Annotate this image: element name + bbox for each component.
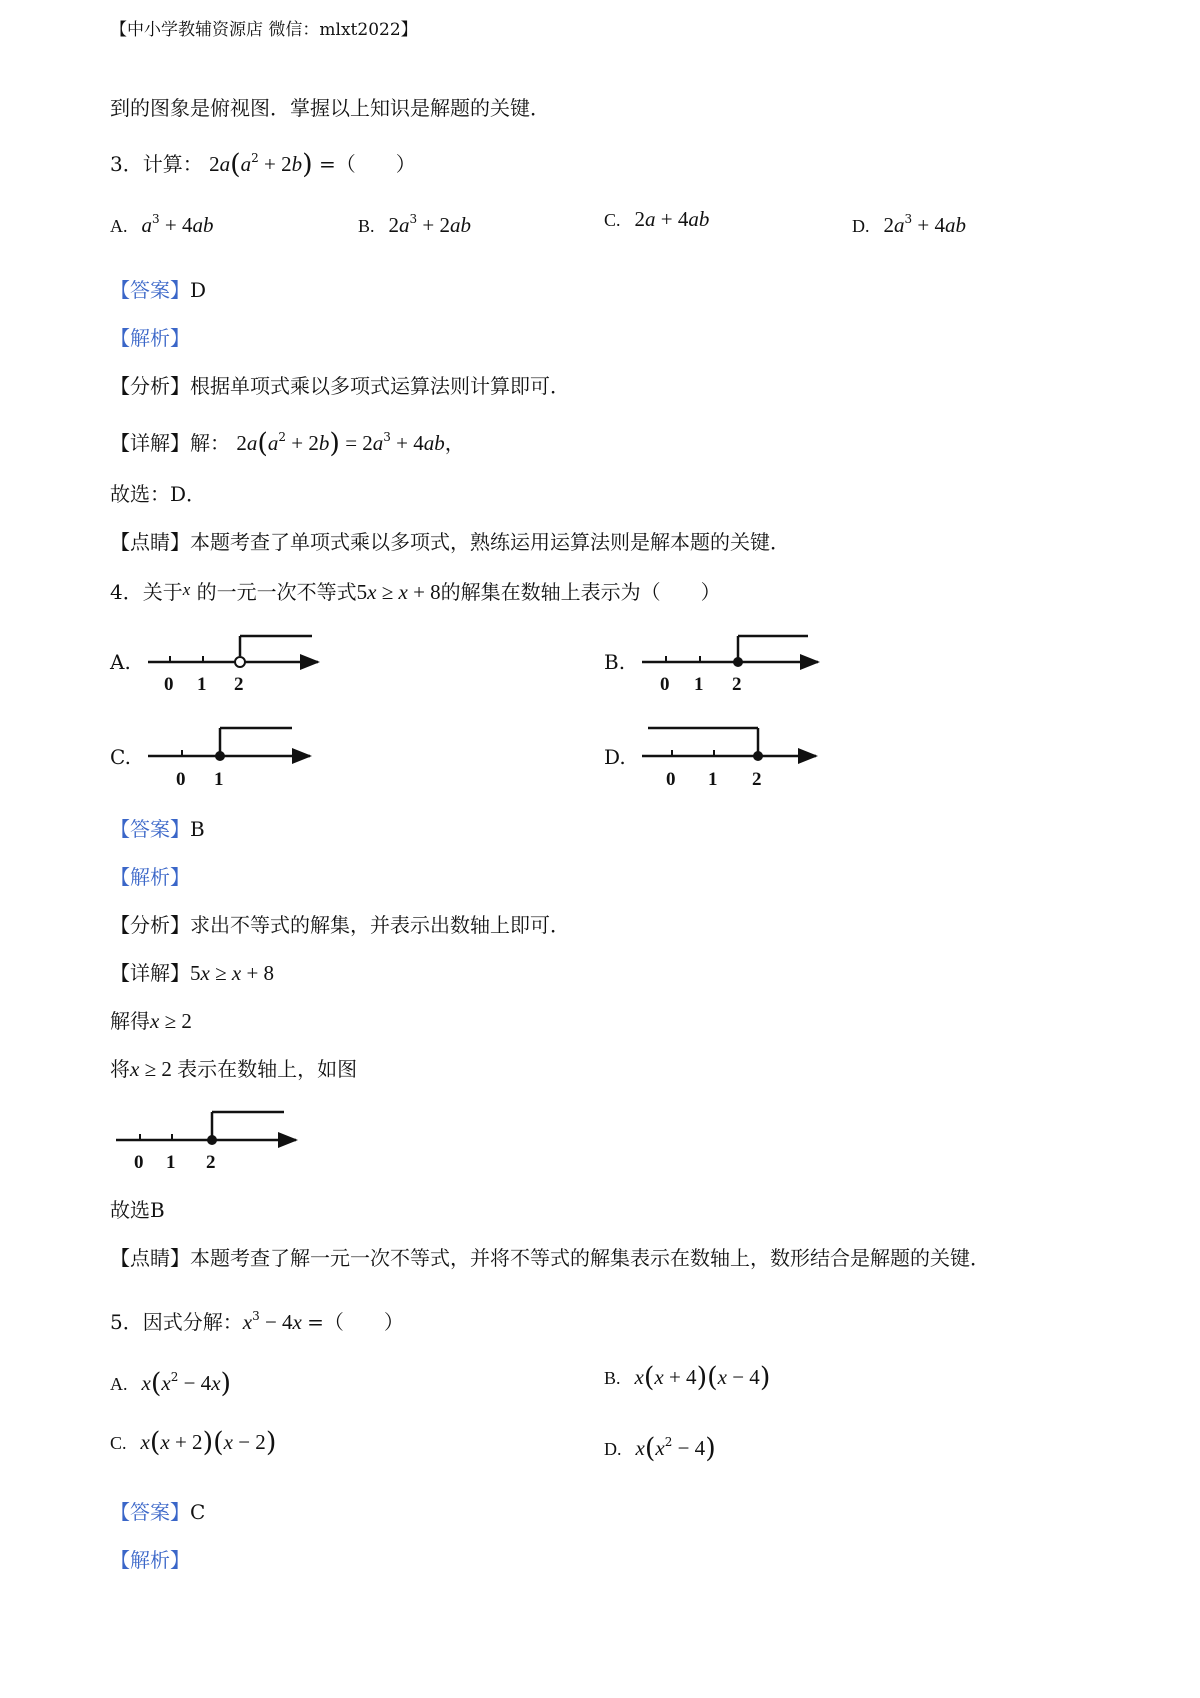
q4-analysis-tag: 【解析】 — [110, 865, 190, 889]
q4-fenxi: 【分析】求出不等式的解集，并表示出数轴上即可． — [110, 913, 570, 937]
q4-solve: 解得x ≥ 2 — [110, 1009, 192, 1033]
q3-fenxi: 【分析】根据单项式乘以多项式运算法则计算即可． — [110, 374, 570, 398]
q3-option-d[interactable]: D. $2a^3 + 4ab$ — [852, 212, 966, 237]
tick-label-0: 0 — [176, 769, 186, 790]
open-circle — [235, 657, 245, 667]
q5-answer: 【答案】C — [110, 1500, 206, 1524]
closed-circle — [733, 657, 743, 667]
tick-label-0: 0 — [666, 769, 676, 790]
q3-answer: 【答案】D — [110, 278, 207, 302]
tick-label-1: 1 — [166, 1152, 176, 1173]
closed-circle — [753, 751, 763, 761]
tick-label-1: 1 — [214, 769, 224, 790]
q4-option-c-numberline[interactable] — [148, 728, 310, 790]
q4-option-c-label[interactable]: C. — [110, 745, 131, 769]
tick-label-0: 0 — [660, 674, 670, 695]
intro-line: 到的图象是俯视图．掌握以上知识是解题的关键． — [110, 96, 550, 120]
q5-option-d[interactable]: D. $x(x^2 - 4)$ — [604, 1433, 716, 1464]
tick-label-0: 0 — [164, 674, 174, 695]
q5-analysis-tag: 【解析】 — [110, 1548, 190, 1572]
q4-place: 将x ≥ 2 表示在数轴上，如图 — [110, 1057, 358, 1081]
q4-solution-numberline — [116, 1112, 296, 1173]
tick-label-1: 1 — [197, 674, 207, 695]
tick-label-2: 2 — [234, 674, 244, 695]
q4-option-a-label[interactable]: A. — [110, 650, 131, 674]
q4-option-d-label[interactable]: D. — [604, 745, 626, 769]
q4-xiangjie: 【详解】5x ≥ x + 8 — [110, 961, 275, 985]
q5-stem: 5．因式分解：$x^3 - 4x$ =（ ） — [110, 1309, 404, 1334]
q5-option-c[interactable]: C. x(x + 2)(x − 2) — [110, 1427, 277, 1458]
q5-option-b[interactable]: B. x(x + 4)(x − 4) — [604, 1362, 771, 1393]
closed-circle — [215, 751, 225, 761]
q4-option-b-label[interactable]: B. — [604, 650, 626, 674]
q3-option-b[interactable]: B. $2a^3 + 2ab$ — [358, 212, 471, 237]
q3-stem: 3．计算： $2a(a^2 + 2b)$ =（ ） — [110, 149, 416, 180]
page-header-watermark: 【中小学教辅资源店 微信：mlxt2022】 — [110, 20, 418, 40]
tick-label-1: 1 — [708, 769, 718, 790]
q5-option-a[interactable]: A. $x(x^2 - 4x)$ — [110, 1368, 232, 1399]
q3-conclusion: 故选：D． — [110, 482, 207, 506]
q3-option-a[interactable]: A. $a^3 + 4ab$ — [110, 212, 214, 237]
tick-label-1: 1 — [694, 674, 704, 695]
q3-analysis-tag: 【解析】 — [110, 326, 190, 350]
q4-dianjing: 【点睛】本题考查了解一元一次不等式，并将不等式的解集表示在数轴上，数形结合是解题的关键． — [110, 1246, 990, 1270]
tick-label-2: 2 — [732, 674, 742, 695]
q3-dianjing: 【点睛】本题考查了单项式乘以多项式，熟练运用运算法则是解本题的关键． — [110, 530, 790, 554]
tick-label-0: 0 — [134, 1152, 144, 1173]
tick-label-2: 2 — [752, 769, 762, 790]
q4-option-d-numberline[interactable] — [642, 728, 816, 790]
q4-option-a-numberline[interactable] — [148, 636, 318, 695]
tick-label-2: 2 — [206, 1152, 216, 1173]
closed-circle — [207, 1135, 217, 1145]
q3-xiangjie: 【详解】解： $2a(a^2 + 2b) = 2a^3 + 4ab$， — [110, 428, 465, 459]
q4-answer: 【答案】B — [110, 817, 205, 841]
q3-option-c[interactable]: C. 2a + 4ab — [604, 207, 710, 231]
q4-stem: 4．关于$^x$ 的一元一次不等式5x ≥ x + 8的解集在数轴上表示为（ ） — [110, 580, 721, 604]
q4-conclusion: 故选B — [110, 1198, 165, 1222]
q4-option-b-numberline[interactable] — [642, 636, 818, 695]
